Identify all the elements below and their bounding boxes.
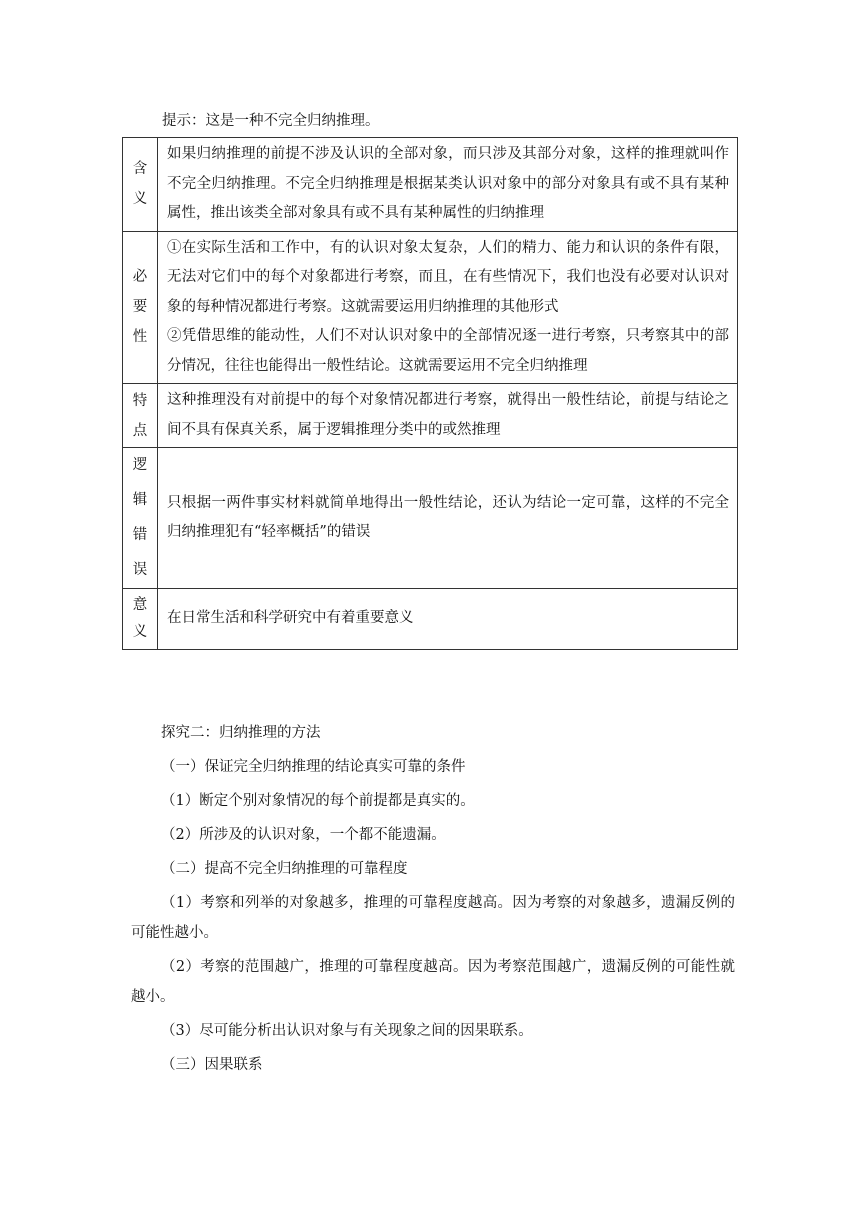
table-row [123, 231, 738, 384]
section-paragraph: （2）所涉及的认识对象，一个都不能遗漏。 [161, 827, 446, 843]
table-row [123, 384, 738, 448]
section-body [131, 752, 735, 1080]
row-label [123, 231, 158, 384]
label-char: 义 [132, 191, 148, 208]
label-char: 要 [132, 299, 148, 316]
section-title: 探究二：归纳推理的方法 [161, 725, 321, 741]
row-paragraph: ①在实际生活和工作中，有的认识对象太复杂，人们的精力、能力和认识的条件有限，无法对它们中的每个对象都进行考察，而且，在有些情况下，我们也没有必要对认识对象的每种情况都进行考察。这就需要运用归纳推理的其他形式 [167, 239, 729, 315]
label-char: 误 [132, 562, 148, 578]
row-paragraph: 只根据一两件事实材料就简单地得出一般性结论，还认为结论一定可靠，这样的不完全归纳推理犯有“轻率概括”的错误 [167, 494, 729, 540]
label-char: 含 [132, 161, 148, 178]
hint-text: 提示：这是一种不完全归纳推理。 [162, 113, 380, 129]
row-label [123, 589, 158, 650]
section-paragraph: （一）保证完全归纳推理的结论真实可靠的条件 [161, 759, 466, 775]
label-char: 性 [132, 329, 148, 346]
row-label [123, 384, 158, 448]
row-label [123, 448, 158, 589]
row-label-text [123, 386, 157, 446]
label-char: 义 [132, 624, 148, 640]
section-paragraph: （1）考察和列举的对象越多，推理的可靠程度越高。因为考察的对象越多，遗漏反例的可能性越小。 [131, 895, 735, 941]
label-char: 必 [132, 269, 148, 286]
properties-table [122, 137, 738, 650]
row-label-text [123, 448, 157, 588]
section-paragraph: （2）考察的范围越广，推理的可靠程度越高。因为考察范围越广，遗漏反例的可能性就越小。 [131, 959, 735, 1005]
row-content [158, 448, 738, 589]
label-char: 逻 [132, 457, 148, 473]
row-label [123, 138, 158, 232]
section-paragraph: （二）提高不完全归纳推理的可靠程度 [161, 861, 408, 877]
row-content [158, 384, 738, 448]
row-content [158, 589, 738, 650]
row-label-text [123, 154, 157, 214]
row-content [158, 231, 738, 384]
label-char: 辑 [132, 492, 148, 508]
row-paragraph: 这种推理没有对前提中的每个对象情况都进行考察，就得出一般性结论，前提与结论之间不具有保真关系，属于逻辑推理分类中的或然推理 [167, 392, 729, 438]
row-paragraph: ②凭借思维的能动性，人们不对认识对象中的全部情况逐一进行考察，只考察其中的部分情况，往往也能得出一般性结论。这就需要运用不完全归纳推理 [167, 328, 729, 374]
table-row [123, 138, 738, 232]
row-label-text [123, 592, 157, 646]
row-paragraph: 如果归纳推理的前提不涉及认识的全部对象，而只涉及其部分对象，这样的推理就叫作不完全归纳推理。不完全归纳推理是根据某类认识对象中的部分对象具有或不具有某种属性，推出该类全部对象具有或不具有某种属性的归纳推理 [167, 146, 729, 221]
section-title-block [131, 718, 735, 748]
label-char: 特 [132, 392, 148, 409]
label-char: 意 [132, 597, 148, 613]
label-char: 错 [132, 527, 148, 543]
label-char: 点 [132, 422, 148, 439]
row-content [158, 138, 738, 232]
table-row [123, 589, 738, 650]
section-paragraph: （三）因果联系 [161, 1057, 263, 1073]
section-paragraph: （3）尽可能分析出认识对象与有关现象之间的因果联系。 [161, 1023, 533, 1039]
section-paragraph: （1）断定个别对象情况的每个前提都是真实的。 [161, 793, 475, 809]
row-paragraph: 在日常生活和科学研究中有着重要意义 [167, 610, 414, 627]
row-label-text [123, 262, 157, 352]
table-row [123, 448, 738, 589]
